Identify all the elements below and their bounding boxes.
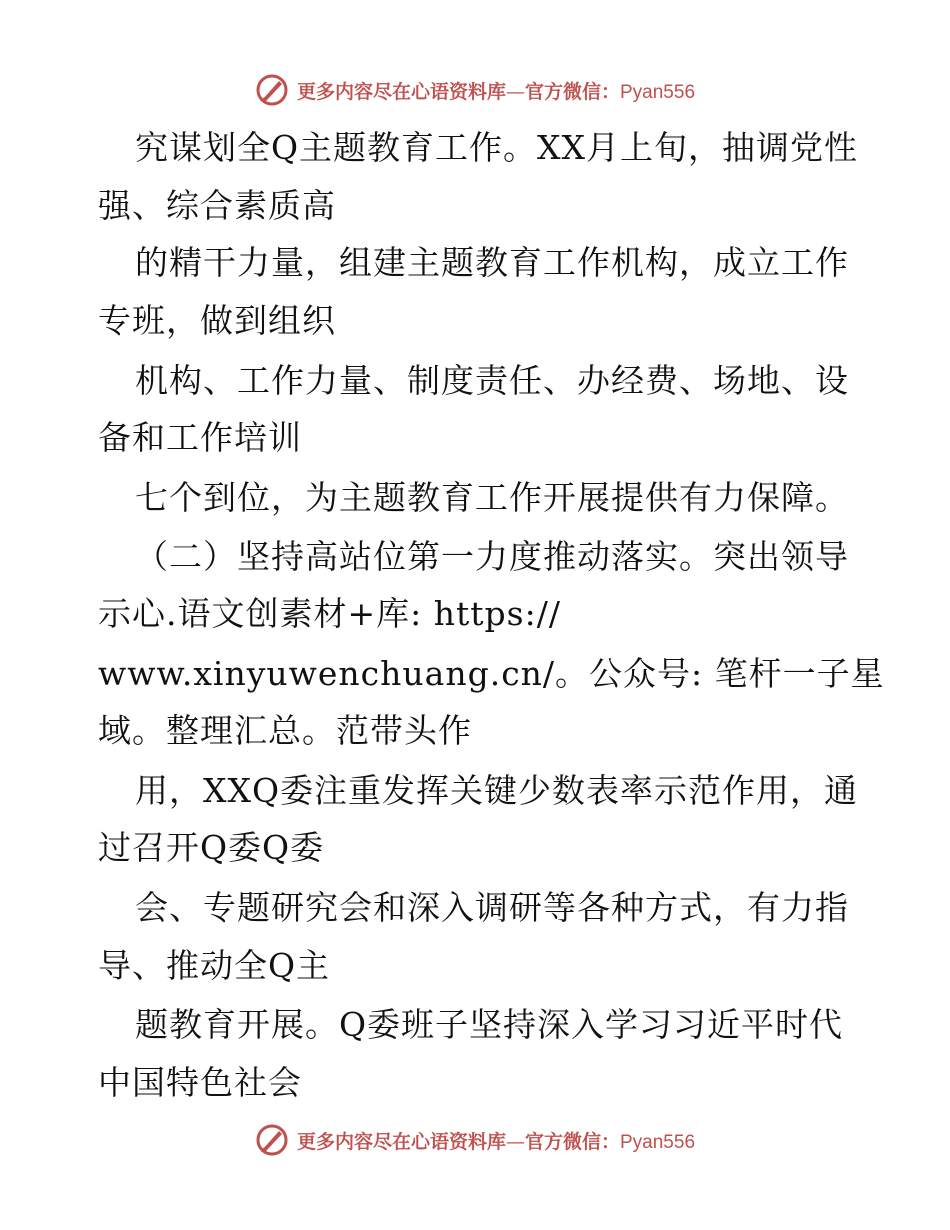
text-line: 备和工作培训 [98,418,302,457]
text-line: 强、综合素质高 [98,186,336,225]
text-line: 机构、工作力量、制度责任、办经费、场地、设 [135,361,849,400]
text-line: 会、专题研究会和深入调研等各种方式，有力指 [135,888,849,927]
text-line: 导、推动全Q主 [98,946,331,985]
text-line: 域。整理汇总。范带头作 [98,711,472,750]
text-line: 究谋划全Q主题教育工作。XX月上旬，抽调党性 [135,128,859,167]
text-line: 中国特色社会 [98,1063,302,1102]
watermark-footer [0,1120,950,1160]
quill-pen-logo-icon [255,1123,289,1157]
text-line: 题教育开展。Q委班子坚持深入学习习近平时代 [135,1005,844,1044]
text-line: 过召开Q委Q委 [98,828,325,867]
text-line: 的精干力量，组建主题教育工作机构，成立工作 [135,243,849,282]
text-line: www.xinyuwenchuang.cn/。公众号: 笔杆一子星 [98,654,885,693]
text-line: 用，XXQ委注重发挥关键少数表率示范作用，通 [135,771,859,810]
watermark-text: 更多内容尽在心语资料库—官方微信：Pyan556 [296,1130,696,1153]
text-line: 示心.语文创素材+库: https:// [98,594,561,633]
text-line: 七个到位，为主题教育工作开展提供有力保障。 [135,478,849,517]
watermark-text: 更多内容尽在心语资料库—官方微信：Pyan556 [296,80,696,103]
text-line: 专班，做到组织 [98,301,336,340]
text-line: （二）坚持高站位第一力度推动落实。突出领导 [135,537,849,576]
